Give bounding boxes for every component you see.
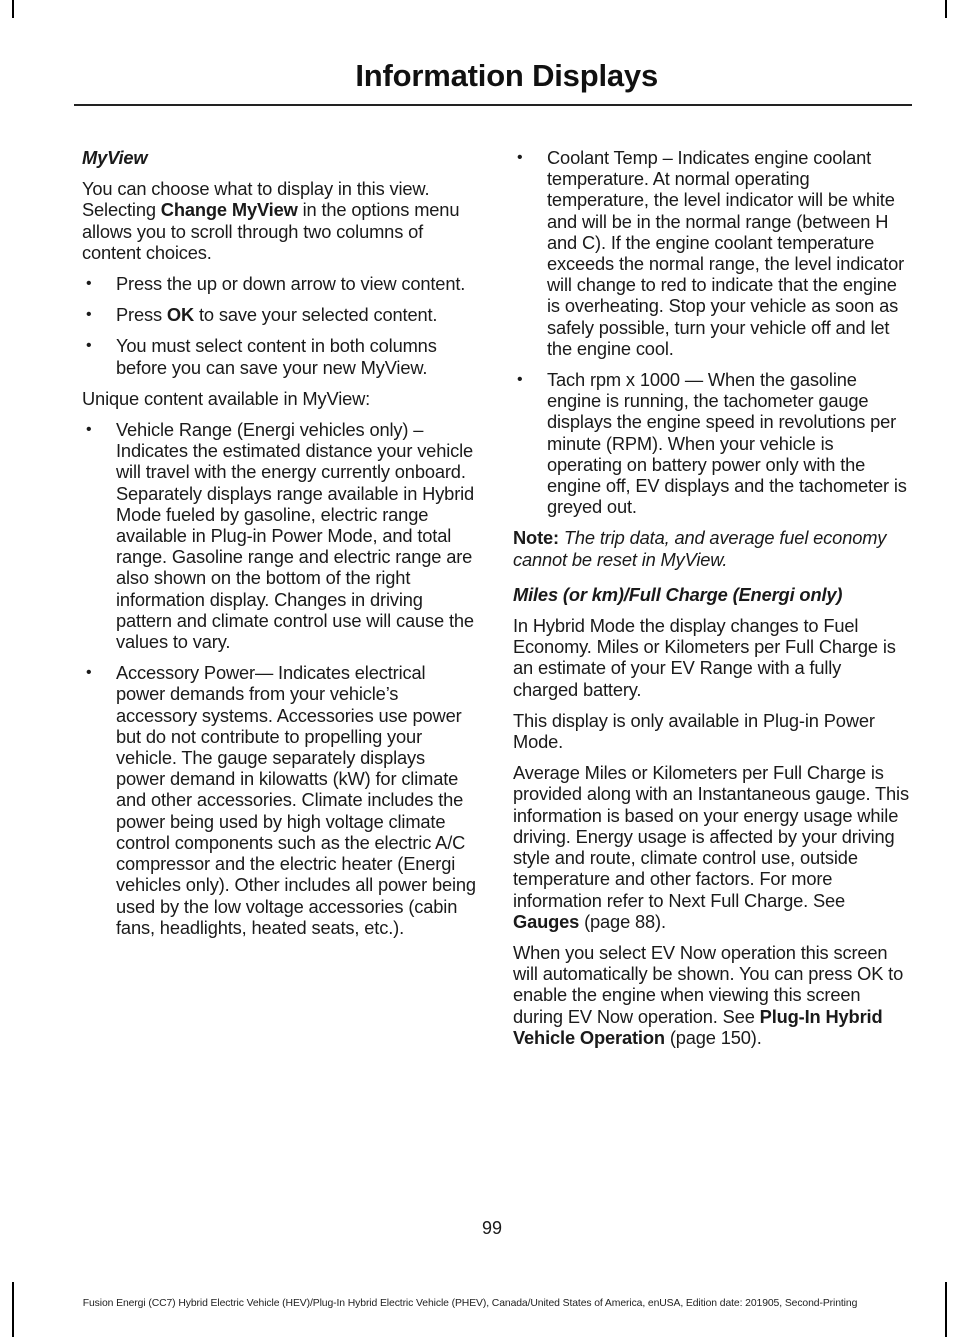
full-charge-heading: Miles (or km)/Full Charge (Energi only) <box>513 583 843 605</box>
intro-text: You can choose what to display in this view. Selecting <box>82 178 430 221</box>
list-item <box>82 304 478 325</box>
footer-text: Fusion Energi (CC7) Hybrid Electric Vehicle (HEV)/Plug-In Hybrid Electric Vehicle (PHEV), Canada/United States of America, enUSA, Edition date: 201905, Second-Printing <box>82 1298 858 1309</box>
page-number: 99 <box>481 1218 503 1238</box>
paragraph-text: (page 88). <box>579 910 666 932</box>
paragraph <box>513 762 909 932</box>
left-column <box>82 147 478 948</box>
note-text: The trip data, and average fuel economy cannot be reset in MyView. <box>513 527 887 570</box>
unique-content-intro: Unique content available in MyView: <box>82 387 371 409</box>
list-item-text: You must select content in both columns before you can save your new MyView. <box>116 335 437 378</box>
list-item-text: Coolant Temp – Indicates engine coolant temperature. At normal operating temperature, the level indicator will be white and will be in the normal range (between H and C). If the engine coolant temperature exceeds the normal range, the level indicator will change to red to indicate that the engine is overheating. Stop your vehicle as soon as safely possible, turn your vehicle off and let the engine cool. <box>547 147 905 359</box>
crop-mark-bottom-left <box>12 1282 14 1337</box>
list-item <box>82 273 478 294</box>
paragraph-text: When you select EV Now operation this screen will automatically be shown. You can press OK to enable the engine when viewing this screen during EV Now operation. See <box>513 941 904 1027</box>
right-column <box>513 147 909 1058</box>
header-rule <box>74 104 912 106</box>
paragraph: In Hybrid Mode the display changes to Fuel Economy. Miles or Kilometers per Full Charge is an estimate of your EV Range with a fully charged battery. <box>513 615 896 700</box>
note-label: Note: <box>513 527 559 549</box>
unique-content-list <box>82 419 478 938</box>
myview-heading: MyView <box>82 147 148 168</box>
intro-text-cont: in the options menu allows you to scroll through two columns of content choices. <box>82 199 460 263</box>
list-item-text: to save your selected content. <box>194 304 438 326</box>
phev-operation-reference: Plug-In Hybrid Vehicle Operation <box>513 1005 883 1048</box>
note-paragraph <box>513 527 909 569</box>
paragraph-text: Average Miles or Kilometers per Full Charge is provided along with an Instantaneous gauge. This information is based on your energy usage while driving. Energy usage is affected by your driving style and route, climate control use, outside temperature and other factors. For more information refer to Next Full Charge. See <box>513 762 909 911</box>
ok-label: OK <box>166 304 195 326</box>
myview-steps-list <box>82 273 478 378</box>
gauges-reference: Gauges <box>513 910 580 932</box>
list-item-text: Press <box>116 304 167 326</box>
paragraph-text: (page 150). <box>664 1026 762 1048</box>
list-item-text: Tach rpm x 1000 — When the gasoline engine is running, the tachometer gauge displays the engine speed in revolutions per minute (RPM). When your vehicle is operating on battery power only with the engine off, EV displays and the tachometer is greyed out. <box>547 369 907 518</box>
myview-intro <box>82 178 478 263</box>
crop-mark-bottom-right <box>945 1282 947 1337</box>
list-item <box>82 419 478 652</box>
list-item-text: Accessory Power— Indicates electrical power demands from your vehicle’s accessory systems. Accessories use power but do not contribute to propelling your vehicle. The gauge separately displays power demand in kilowatts (kW) for climate and other accessories. Climate includes the power being used by high voltage climate control components such as the electric A/C compressor and the electric heater (Energi vehicles only). Other includes all power being used by the low voltage accessories (cabin fans, headlights, heated seats, etc.). <box>116 662 476 938</box>
list-item <box>513 369 909 517</box>
paragraph: This display is only available in Plug-in Power Mode. <box>513 709 875 753</box>
crop-mark-top-left <box>12 0 14 18</box>
gauge-list <box>513 147 909 517</box>
list-item-text: Press the up or down arrow to view content. <box>116 273 466 295</box>
list-item-text: Vehicle Range (Energi vehicles only) – Indicates the estimated distance your vehicle will travel with the energy currently onboard. Separately displays range available in Hybrid Mode fueled by gasoline, electric range available in Plug-in Power Mode, and total range. Gasoline range and electric range are also shown on the bottom of the right information display. Changes in driving pattern and climate control use will cause the values to vary. <box>116 419 475 653</box>
page-title: Information Displays <box>355 58 658 93</box>
crop-mark-top-right <box>945 0 947 18</box>
list-item <box>82 662 478 938</box>
list-item <box>513 147 909 359</box>
change-myview-label: Change MyView <box>160 199 298 221</box>
list-item <box>82 335 478 377</box>
paragraph <box>513 942 909 1048</box>
